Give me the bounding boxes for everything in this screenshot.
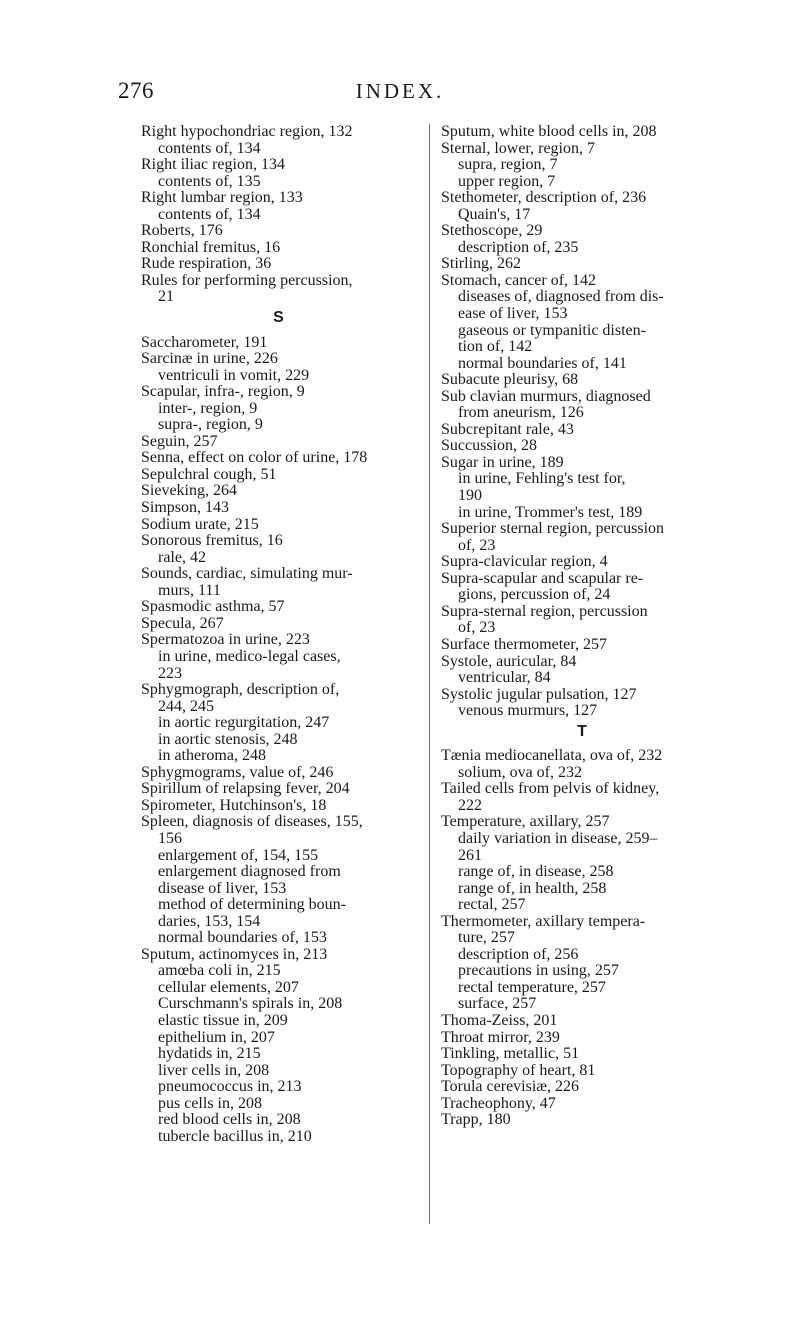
index-entry: Seguin, 257 [141,432,218,450]
index-entry: daily variation in disease, 259– [458,829,658,847]
column-divider [429,124,430,1224]
index-entry: 261 [458,846,482,864]
index-entry: in urine, Trommer's test, 189 [458,503,643,521]
index-entry: in urine, Fehling's test for, [458,470,626,488]
index-column-right [441,124,723,1129]
index-entry: murs, 111 [158,581,221,599]
index-entry: Sphygmograph, description of, [141,681,340,699]
index-entry: enlargement diagnosed from [158,863,341,881]
index-entry: inter-, region, 9 [158,399,258,417]
index-entry: contents of, 134 [158,205,261,223]
index-entry: daries, 153, 154 [158,912,261,930]
index-entry: method of determining boun- [158,896,346,914]
index-entry: Curschmann's spirals in, 208 [158,995,343,1013]
index-entry: Right lumbar region, 133 [141,189,303,207]
index-entry: Trapp, 180 [441,1111,511,1129]
index-entry: 244, 245 [158,697,214,715]
index-entry: Tænia mediocanellata, ova of, 232 [441,747,663,765]
index-entry: Sputum, white blood cells in, 208 [441,123,657,140]
index-entry: Tailed cells from pelvis of kidney, [441,780,660,798]
index-entry: Topography of heart, 81 [441,1061,596,1079]
index-entry: rale, 42 [158,548,206,566]
index-entry: in aortic stenosis, 248 [158,730,298,748]
index-entry: Systole, auricular, 84 [441,652,577,670]
index-entry: contents of, 135 [158,172,261,190]
index-entry: range of, in health, 258 [458,879,607,897]
index-entry: Sugar in urine, 189 [441,453,564,471]
index-entry: cellular elements, 207 [158,978,299,996]
index-entry: range of, in disease, 258 [458,863,614,881]
index-entry: rectal temperature, 257 [458,978,606,996]
index-entry: liver cells in, 208 [158,1061,270,1079]
index-entry: venous murmurs, 127 [458,702,598,720]
index-entry: Sodium urate, 215 [141,515,259,533]
index-entry: Rude respiration, 36 [141,255,272,273]
index-entry: Stirling, 262 [441,255,522,273]
index-entry: Sputum, actinomyces in, 213 [141,945,328,963]
index-entry: upper region, 7 [458,172,556,190]
section-letter: S [273,309,284,327]
index-entry: Throat mirror, 239 [441,1028,560,1046]
index-entry: Tinkling, metallic, 51 [441,1045,580,1063]
index-entry: gions, percussion of, 24 [458,586,611,604]
index-entry: Sonorous fremitus, 16 [141,532,283,550]
index-entry: Temperature, axillary, 257 [441,813,610,831]
index-entry: Subacute pleurisy, 68 [441,371,579,389]
index-entry: of, 23 [458,619,496,637]
index-entry: Sarcinæ in urine, 226 [141,350,278,368]
index-entry: diseases of, diagnosed from dis- [458,288,664,306]
index-entry: Sub clavian murmurs, diagnosed [441,387,651,405]
index-entry: Thoma-Zeiss, 201 [441,1011,558,1029]
index-entry: Saccharometer, 191 [141,333,268,351]
index-entry: red blood cells in, 208 [158,1111,301,1129]
index-entry: tion of, 142 [458,338,533,356]
index-entry: Senna, effect on color of urine, 178 [141,449,368,467]
index-entry: ventricular, 84 [458,669,551,687]
index-entry: description of, 256 [458,945,579,963]
index-entry: elastic tissue in, 209 [158,1011,288,1029]
index-entry: Spasmodic asthma, 57 [141,598,285,616]
index-entry: normal boundaries of, 153 [158,929,327,947]
index-entry: Stomach, cancer of, 142 [441,271,597,289]
index-entry: supra-, region, 9 [158,416,263,434]
index-entry: precautions in using, 257 [458,962,619,980]
index-entry: Spermatozoa in urine, 223 [141,631,310,649]
index-entry: contents of, 134 [158,139,261,157]
index-entry: Sphygmograms, value of, 246 [141,763,334,781]
index-entry: Quain's, 17 [458,205,531,223]
index-entry: pus cells in, 208 [158,1094,262,1112]
index-entry: Sounds, cardiac, simulating mur- [141,565,353,583]
section-letter: T [577,722,587,740]
page-number: 276 [118,78,154,103]
index-entry: supra, region, 7 [458,156,558,174]
index-entry: Ronchial fremitus, 16 [141,238,281,256]
index-entry: in atheroma, 248 [158,747,266,765]
running-title: INDEX. [355,79,445,103]
index-entry: Tracheophony, 47 [441,1094,556,1112]
index-entry: normal boundaries of, 141 [458,354,627,372]
index-entry: Succussion, 28 [441,437,537,455]
page-header [0,78,800,108]
index-entry: Spleen, diagnosis of diseases, 155, [141,813,363,831]
index-entry: ease of liver, 153 [458,305,568,323]
index-entry: hydatids in, 215 [158,1045,261,1063]
index-entry: Specula, 267 [141,614,224,632]
index-entry: in aortic regurgitation, 247 [158,714,330,732]
index-entry: 21 [158,288,174,306]
index-entry: solium, ova of, 232 [458,763,582,781]
index-entry: pneumococcus in, 213 [158,1078,302,1096]
index-entry: Spirometer, Hutchinson's, 18 [141,796,327,814]
index-entry: 156 [158,829,182,847]
index-entry: Right hypochondriac region, 132 [141,123,353,140]
index-entry: from aneurism, 126 [458,404,584,422]
index-entry: 223 [158,664,182,682]
index-entry: Sieveking, 264 [141,482,237,500]
index-entry: in urine, medico-legal cases, [158,647,341,665]
index-entry: ture, 257 [458,929,515,947]
index-entry: gaseous or tympanitic disten- [458,321,646,339]
index-entry: Spirillum of relapsing fever, 204 [141,780,350,798]
index-entry: Stethoscope, 29 [441,222,543,240]
index-entry: Torula cerevisiæ, 226 [441,1078,579,1096]
index-entry: 222 [458,796,482,814]
index-entry: Supra-sternal region, percussion [441,602,648,620]
index-entry: Simpson, 143 [141,499,230,517]
index-entry: Thermometer, axillary tempera- [441,912,646,930]
index-entry: of, 23 [458,536,496,554]
index-entry: Supra-scapular and scapular re- [441,569,644,587]
index-entry: Sternal, lower, region, 7 [441,139,595,157]
index-entry: Scapular, infra-, region, 9 [141,383,305,401]
index-entry: Right iliac region, 134 [141,156,285,174]
index-entry: Roberts, 176 [141,222,223,240]
index-entry: ventriculi in vomit, 229 [158,366,310,384]
index-entry: Surface thermometer, 257 [441,635,607,653]
index-entry: disease of liver, 153 [158,879,287,897]
index-entry: 190 [458,487,482,505]
index-entry: epithelium in, 207 [158,1028,275,1046]
index-entry: description of, 235 [458,238,579,256]
index-entry: Subcrepitant rale, 43 [441,420,574,438]
index-entry: enlargement of, 154, 155 [158,846,319,864]
index-entry: Systolic jugular pulsation, 127 [441,685,637,703]
index-entry: Rules for performing percussion, [141,271,353,289]
index-entry: amœba coli in, 215 [158,962,281,980]
index-entry: Sepulchral cough, 51 [141,465,277,483]
index-entry: Stethometer, description of, 236 [441,189,647,207]
index-entry: rectal, 257 [458,896,526,914]
index-entry: tubercle bacillus in, 210 [158,1127,312,1145]
index-entry: Supra-clavicular region, 4 [441,553,608,571]
index-entry: Superior sternal region, percussion [441,520,665,538]
index-column-left [141,124,416,1145]
index-entry: surface, 257 [458,995,537,1013]
